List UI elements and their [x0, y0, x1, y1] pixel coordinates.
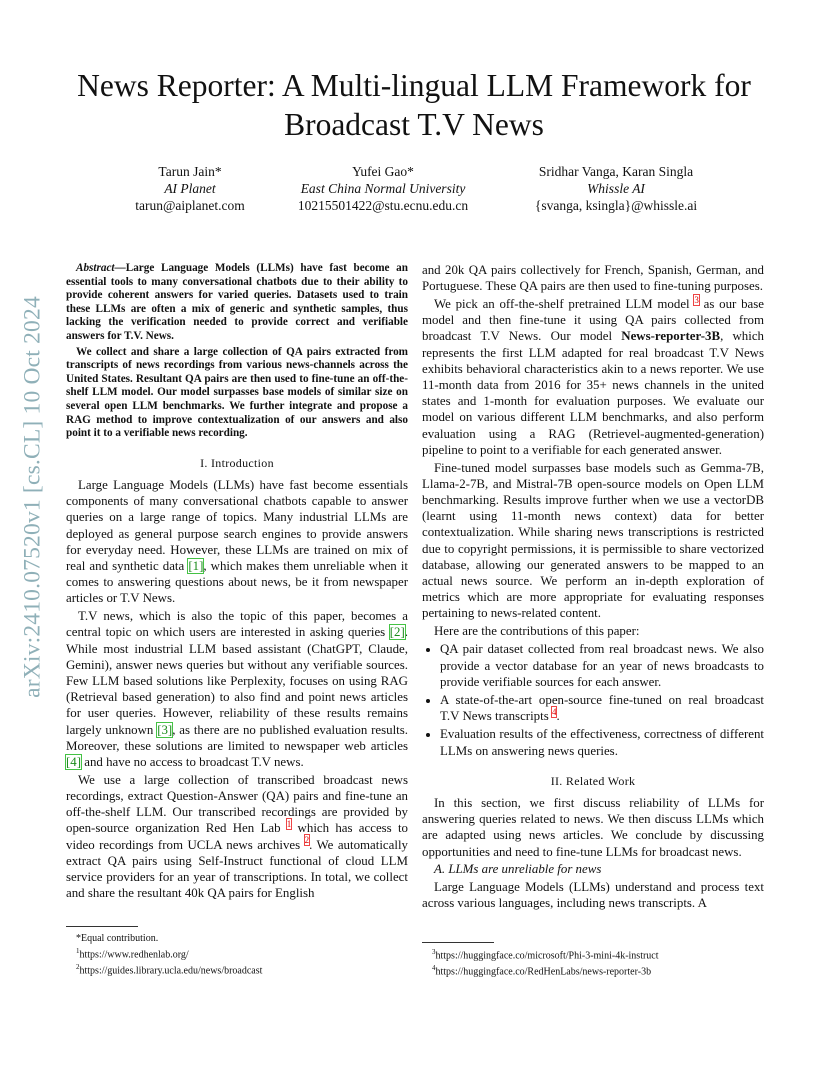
abstract-paragraph-1: —Large Language Models (LLMs) have fast become an essential tools to many conversational chatbots due to their ability to provide coherent answers for varied queries. Datasets used to train these LLMs are often a mix of generic and synthetic samples, thus lacking the verification needed to provide correct and verifiable answers for T.V. News.	[66, 262, 408, 342]
footnote-item: *Equal contribution.	[76, 933, 159, 944]
related-paragraph-1: In this section, we first discuss reliability of LLMs for answering queries related to news. We then discuss LLMs which are adapted using news articles. We conclude by discussing opportunities and need to fine-tune LLMs for broadcast news.	[422, 796, 764, 859]
footnote-rule	[66, 926, 138, 927]
list-item: • QA pair dataset collected from real broadcast news. We also provide a vector database for an year of news broadcasts to provide verifiable sources for each answer.	[440, 641, 764, 690]
author-affiliation: Whissle AI	[587, 181, 645, 196]
left-column	[66, 262, 408, 903]
intro-paragraph-4: We pick an off-the-shelf pretrained LLM model $^3$ as our base model and then fine-tune it using QA pairs collected from broadcast T.V News. Our model News-reporter-3B, which represents the first LLM adapted for real broadcast T.V News exhibits behavioral characteristics akin to a news reporter. We use 11-month data from 2016 for 35+ news channels in the united states and 1-month for evaluation purposes. We evaluate our model on various different LLM benchmarks, and also perform evaluation using a RAG (Retrievel-augmented-generation) pipeline to point to a verifiable for each generated answer.	[422, 294, 764, 457]
author-affiliation: AI Planet	[164, 181, 216, 196]
author-email: {svanga, ksingla}@whissle.ai	[534, 198, 698, 213]
author-name: Tarun Jain*	[158, 164, 222, 179]
author-name: Yufei Gao*	[352, 164, 414, 179]
section-heading-related-work: II. Related Work	[550, 773, 636, 788]
list-item: • Evaluation results of the effectiveness, correctness of different LLMs on answering news queries.	[440, 726, 764, 758]
author-affiliation: East China Normal University	[300, 181, 466, 196]
abstract-paragraph-2: We collect and share a large collection of QA pairs extracted from transcripts of news recordings from various news-channels across the United States. Resultant QA pairs are then used to fine-tune an off-the-shelf LLM model. Our model surpasses base models of similar size on several open LLM benchmarks. We further integrate and propose a RAG method to improve contextualization of our answers and also point it to a verifiable news recording.	[66, 345, 408, 440]
intro-paragraph-3: We use a large collection of transcribed broadcast news recordings, extract Question-Answer (QA) pairs and fine-tune an off-the-shelf LLM. Our transcribed recordings are provided by open-source organization Red Hen Lab $^1$ which has access to video recordings from UCLA news archives $^2$. We automatically extract QA pairs using Self-Instruct functional of cloud LLM service providers for an year of transcriptions. In total, we collect and share the resultant 40k QA pairs for English	[66, 772, 408, 901]
footnote-marker[interactable]: 1	[286, 819, 292, 830]
footnote-item: $^1$https://www.redhenlab.org/	[76, 947, 189, 961]
intro-paragraph-5: Fine-tuned model surpasses base models such as Gemma-7B, Llama-2-7B, and Mistral-7B open-source models on Open LLM benchmarking. Results improve further when we use a vectorDB (learnt using 11-month news context) data for better contextualization. While sharing news transcriptions is restricted due to copyright permissions, it is permissible to share vectorized database, allowing our generated answers to be mapped to an actual news source. We perform an in-depth exploration of metrics which are more appropriate for evaluating responses pertaining to news-related content.	[422, 460, 764, 621]
footnote-marker[interactable]: 3	[694, 294, 699, 305]
related-paragraph-2: Large Language Models (LLMs) understand and process text across various languages, including news transcripts. A	[422, 880, 764, 911]
footnote-item: $^2$https://guides.library.ucla.edu/news/broadcast	[76, 963, 263, 977]
footnote-rule	[422, 942, 494, 943]
paper-title: News Reporter: A Multi-lingual LLM Framework for Broadcast T.V News	[77, 68, 751, 142]
citation-link[interactable]: [2]	[389, 625, 405, 640]
intro-paragraph-2: T.V news, which is also the topic of this paper, becomes a central topic on which users are interested in asking queries [2]. While most industrial LLM based assistant (ChatGPT, Claude, Gemini), answer news queries but without any verifiable sources. Few LLM based solutions like Perplexity, focuses on using RAG (Retrieval based generation) to also find and point news articles for user queries. However, reliability of these results remains largely unknown [3], as there are no published evaluation results. Moreover, these solutions are limited to newspaper web articles [4] and have no access to broadcast T.V news.	[66, 609, 409, 769]
right-column	[422, 262, 764, 913]
author-email: tarun@aiplanet.com	[135, 198, 245, 213]
intro-paragraph-1: Large Language Models (LLMs) have fast become essentials components of many conversational chatbots capable to answer queries on a large range of topics. Many industrial LLMs are deployed as general purpose search engines to provide answers for everyday need. However, these LLMs are trained on mix of real and synthetic data [1], which makes them unreliable when it comes to answering questions about news, be it from newspaper articles or T.V News.	[66, 477, 408, 606]
arxiv-id: arXiv:2410.07520v1 [cs.CL] 10 Oct 2024	[19, 296, 46, 698]
arxiv-sidebar-stamp	[18, 262, 48, 732]
footnote-marker[interactable]: 2	[304, 835, 310, 846]
author-name: Sridhar Vanga, Karan Singla	[538, 164, 694, 179]
footnotes-right	[432, 946, 762, 979]
model-name: News-reporter-3B	[621, 329, 721, 344]
citation-link[interactable]: [1]	[188, 558, 204, 573]
footnotes-left	[76, 932, 406, 978]
citation-link[interactable]: [4]	[66, 754, 82, 769]
section-heading-introduction: I. Introduction	[200, 455, 274, 470]
author-block-1	[110, 163, 270, 214]
subsection-heading: A. LLMs are unreliable for news	[434, 862, 602, 877]
author-email: 10215501422@stu.ecnu.edu.cn	[297, 198, 469, 213]
author-block-3	[510, 163, 722, 214]
abstract-label: Abstract	[76, 262, 115, 274]
footnote-item: $^4$https://huggingface.co/RedHenLabs/news-reporter-3b	[432, 964, 652, 978]
author-block-2	[283, 163, 483, 214]
abstract	[66, 262, 408, 441]
intro-paragraph-3-continued: and 20k QA pairs collectively for French, Spanish, German, and Portuguese. These QA pairs are then used to fine-tuning purposes.	[422, 263, 764, 294]
intro-paragraph-6: Here are the contributions of this paper:	[434, 624, 640, 639]
footnote-marker[interactable]: 4	[551, 706, 557, 717]
list-item: • A state-of-the-art open-source fine-tuned on real broadcast T.V News transcripts $^4$.	[440, 692, 764, 724]
footnote-item: $^3$https://huggingface.co/microsoft/Phi-3-mini-4k-instruct	[432, 948, 659, 962]
citation-link[interactable]: [3]	[157, 722, 173, 737]
contributions-list	[422, 641, 764, 758]
